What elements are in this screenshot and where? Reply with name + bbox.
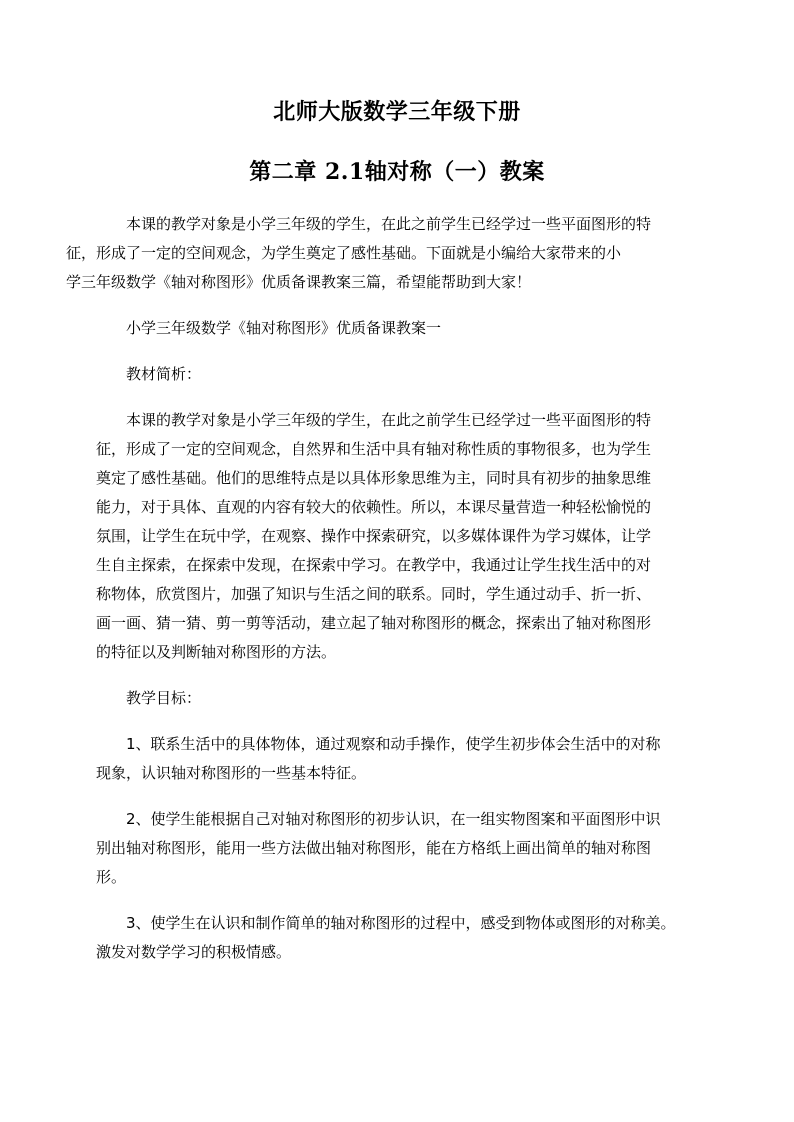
- goal-item-1: [96, 730, 708, 788]
- goal-line: 现象，认识轴对称图形的一些基本特征。: [96, 764, 367, 782]
- analysis-line: 氛围，让学生在玩中学，在观察、操作中探索研究，以多媒体课件为学习媒体，让学: [96, 527, 652, 545]
- section-heading: 小学三年级数学《轴对称图形》优质备课教案一: [126, 319, 442, 337]
- goal-line: 2、使学生能根据自己对轴对称图形的初步认识，在一组实物图案和平面图形中识: [126, 810, 661, 828]
- analysis-heading: 教材简析：: [126, 365, 202, 383]
- document-body: [66, 210, 708, 967]
- goal-item-2: [96, 805, 708, 892]
- analysis-line: 本课的教学对象是小学三年级的学生，在此之前学生已经学过一些平面图形的特: [126, 411, 652, 429]
- document-subtitle: 第二章 2.1轴对称（一）教案: [249, 159, 545, 185]
- goal-line: 形。: [96, 868, 127, 886]
- intro-line: 学三年级数学《轴对称图形》优质备课教案三篇，希望能帮助到大家！: [66, 273, 532, 291]
- goal-line: 别出轴对称图形，能用一些方法做出轴对称图形，能在方格纸上画出简单的轴对称图: [96, 839, 652, 857]
- goal-line: 激发对数学学习的积极情感。: [96, 943, 292, 961]
- intro-line: 征，形成了一定的空间观念，为学生奠定了感性基础。下面就是小编给大家带来的小: [66, 244, 622, 262]
- analysis-line: 生自主探索，在探索中发现，在探索中学习。在教学中，我通过让学生找生活中的对: [96, 556, 652, 574]
- analysis-line: 的特征以及判断轴对称图形的方法。: [96, 643, 337, 661]
- goal-item-3: [96, 909, 708, 967]
- goal-line: 3、使学生在认识和制作简单的轴对称图形的过程中，感受到物体或图形的对称美。: [126, 914, 676, 932]
- goals-heading: 教学目标：: [126, 689, 202, 707]
- analysis-paragraph: [96, 406, 708, 667]
- intro-paragraph: [66, 210, 708, 297]
- analysis-line: 能力，对于具体、直观的内容有较大的依赖性。所以，本课尽量营造一种轻松愉悦的: [96, 498, 652, 516]
- analysis-line: 奠定了感性基础。他们的思维特点是以具体形象思维为主，同时具有初步的抽象思维: [96, 469, 652, 487]
- analysis-line: 征，形成了一定的空间观念，自然界和生活中具有轴对称性质的事物很多，也为学生: [96, 440, 652, 458]
- analysis-line: 称物体，欣赏图片，加强了知识与生活之间的联系。同时，学生通过动手、折一折、: [96, 585, 652, 603]
- goal-line: 1、联系生活中的具体物体，通过观察和动手操作，使学生初步体会生活中的对称: [126, 735, 661, 753]
- intro-line: 本课的教学对象是小学三年级的学生，在此之前学生已经学过一些平面图形的特: [126, 215, 652, 233]
- document-title: 北师大版数学三年级下册: [273, 99, 521, 125]
- analysis-line: 画一画、猜一猜、剪一剪等活动，建立起了轴对称图形的概念，探索出了轴对称图形: [96, 614, 652, 632]
